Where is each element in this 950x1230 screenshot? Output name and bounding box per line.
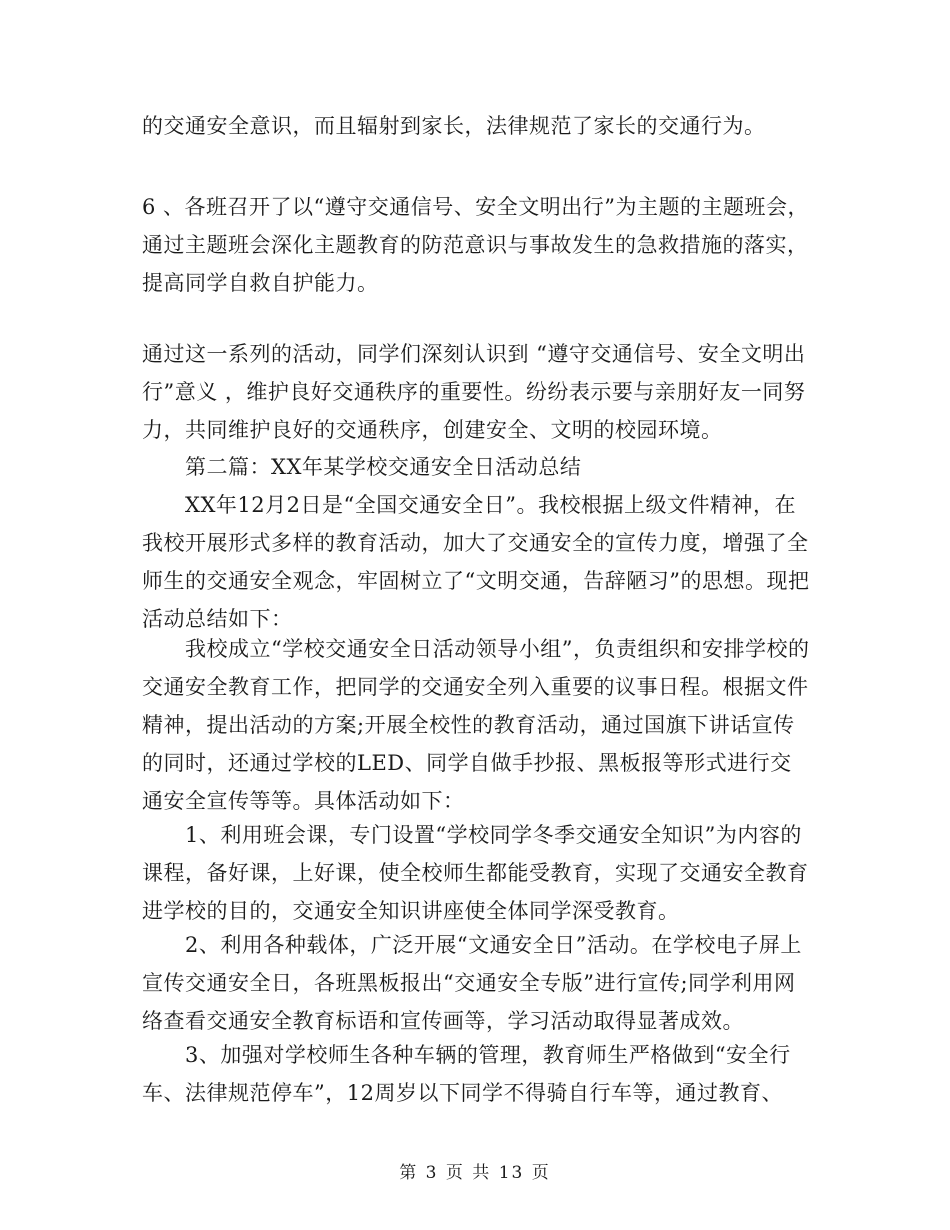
paragraph-continuation: 的交通安全意识，而且辐射到家长，法律规范了家长的交通行为。 (142, 114, 766, 138)
paragraph-summary: 通过这一系列的活动，同学们深刻认识到 “遵守交通信号、安全文明出行”意义 ，维护良好交通秩序的重要性。纷纷表示要与亲朋好友一同努力，共同维护良好的交通秩序，创建安全、文明的校园环境。 (142, 342, 806, 442)
paragraph-item-2: 2、利用各种载体，广泛开展“文通安全日”活动。在学校电子屏上宣传交通安全日，各班黑板报出“交通安全专版”进行宣传;同学利用网络查看交通安全教育标语和宣传画等，学习活动取得显著成效。 (142, 933, 802, 1033)
section-heading: 第二篇：XX年某学校交通安全日活动总结 (142, 455, 582, 479)
paragraph-item-6: 6 、各班召开了以“遵守交通信号、安全文明出行”为主题的主题班会，通过主题班会深化主题教育的防范意识与事故发生的急救措施的落实，提高同学自救自护能力。 (142, 195, 810, 295)
paragraph-item-3: 3、加强对学校师生各种车辆的管理，教育师生严格做到“安全行车、法律规范停车”，12周岁以下同学不得骑自行车等，通过教育、 (142, 1043, 791, 1105)
paragraph-organization: 我校成立“学校交通安全日活动领导小组”，负责组织和安排学校的交通安全教育工作，把同学的交通安全列入重要的议事日程。根据文件精神，提出活动的方案;开展全校性的教育活动，通过国旗下讲话宣传的同时，还通过学校的LED、同学自做手抄报、黑板报等形式进行交通安全宣传等等。具体活动如下： (142, 637, 810, 813)
paragraph-item-1: 1、利用班会课，专门设置“学校同学冬季交通安全知识”为内容的课程，备好课，上好课，使全校师生都能受教育，实现了交通安全教育进学校的目的，交通安全知识讲座使全体同学深受教育。 (142, 823, 809, 923)
page-footer: 第 3 页 共 13 页 (399, 1163, 551, 1183)
paragraph-intro: XX年12月2日是“全国交通安全日”。我校根据上级文件精神，在我校开展形式多样的教育活动，加大了交通安全的宣传力度，增强了全师生的交通安全观念，牢固树立了“文明交通，告辞陋习”的思想。现把活动总结如下： (142, 493, 810, 631)
